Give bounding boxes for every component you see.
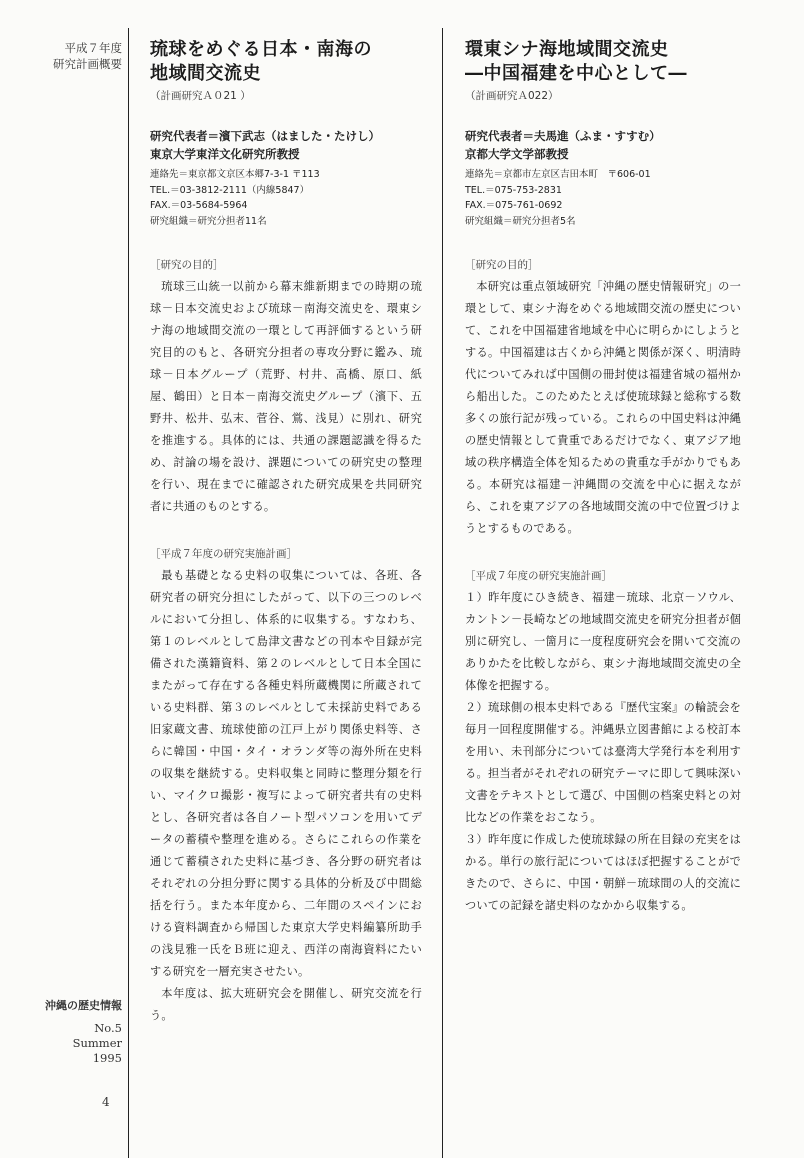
page-number: 4 xyxy=(102,1095,110,1109)
right-researcher-info xyxy=(465,127,741,229)
right-article-title xyxy=(465,38,741,86)
right-org: 研究組織＝研究分担者5名 xyxy=(465,215,576,227)
sidebar-header-label: 研究計画概要 xyxy=(53,57,122,71)
column-divider-right xyxy=(442,28,443,1158)
sidebar-header-year: 平成７年度 xyxy=(64,41,122,55)
left-address: 連絡先＝東京都文京区本郷7-3-1 〒113 xyxy=(150,169,320,180)
magazine-title: 沖縄の歴史情報 xyxy=(45,999,122,1012)
left-title-line2: 地域間交流史 xyxy=(150,63,261,84)
left-purpose-body xyxy=(150,276,422,518)
left-title-line1: 琉球をめぐる日本・南海の xyxy=(150,39,372,60)
right-contact xyxy=(465,167,741,229)
right-affiliation: 京都大学文学部教授 xyxy=(465,147,569,161)
right-project-code: （計画研究Ａ022） xyxy=(465,90,559,102)
right-article xyxy=(465,38,741,917)
left-fax: FAX.＝03-5684-5964 xyxy=(150,200,248,211)
issue-number: No.5 xyxy=(94,1021,122,1035)
right-address: 連絡先＝京都市左京区吉田本町 〒606-01 xyxy=(465,169,651,180)
left-contact xyxy=(150,167,422,229)
right-purpose-heading: ［研究の目的］ xyxy=(465,259,539,271)
left-article xyxy=(150,38,422,1027)
right-tel: TEL.＝075-753-2831 xyxy=(465,184,562,196)
left-project-code: （計画研究Ａ０21 ） xyxy=(150,90,251,102)
right-fax: FAX.＝075-761-0692 xyxy=(465,200,563,211)
left-affiliation: 東京大学東洋文化研究所教授 xyxy=(150,147,300,161)
left-plan-heading: ［平成７年度の研究実施計画］ xyxy=(150,548,297,560)
column-divider-left xyxy=(128,28,129,1158)
right-plan-item-2: ２）琉球側の根本史料である『歴代宝案』の輪読会を毎月一回程度開催する。沖縄県立図書館による校訂本を用い、未刊部分については臺湾大学発行本を利用する。担当者がそれぞれの研究テーマに即して興味深い文書をテキストとして選び、中国側の档案史料との対比などの作業をおこなう。 xyxy=(465,701,741,824)
left-researcher-info xyxy=(150,127,422,229)
issue-season: Summer xyxy=(72,1036,122,1050)
right-purpose-body xyxy=(465,276,741,540)
sidebar-header xyxy=(18,40,122,72)
left-plan-paragraph-1: 最も基礎となる史料の収集については、各班、各研究者の研究分担にしたがって、以下の三つのレベルにおいて分担し、体系的に収集する。すなわち、第１のレベルとして島津文書などの刊本や目録が完備された漢籍資料、第２のレベルとして日本全国にまたがって存在する各種史料所蔵機関に所蔵されている史料群、第３のレベルとして未採訪史料である旧家蔵文書、琉球使節の江戸上がり関係史料等、さらに韓国・中国・タイ・オランダ等の海外所在史料の収集を継続する。史料収集と同時に整理分類を行い、マイクロ撮影・複写によって研究者共有の史料とし、各研究者は各自ノート型パソコンを用いてデータの蓄積や整理を進める。さらにこれらの作業を通じて蓄積された史料に基づき、各分野の研究者はそれぞれの分担分野に関する具体的分析及び中間総括を行う。また本年度から、二年間のスペインにおける資料調査から帰国した東京大学史料編纂所助手の浅見雅一氏をＢ班に迎え、西洋の南海資料にたいする研究を一層充実させたい。 xyxy=(150,569,422,978)
right-plan-item-1: １）昨年度にひき続き、福建－琉球、北京－ソウル、カントン－長崎などの地域間交流史を研究分担者が個別に研究し、一箇月に一度程度研究会を開いて交流のありかたを比較しながら、東シナ海地域間交流史の全体像を把握する。 xyxy=(465,591,741,692)
left-plan-paragraph-2: 本年度は、拡大班研究会を開催し、研究交流を行う。 xyxy=(150,987,422,1022)
right-plan-item-3: ３）昨年度に作成した使琉球録の所在目録の充実をはかる。単行の旅行記についてはほぼ把握することができたので、さらに、中国・朝鮮－琉球間の人的交流についての記録を諸史料のなかから収集する。 xyxy=(465,833,741,912)
left-purpose-paragraph: 琉球三山統一以前から幕末維新期までの時期の琉球－日本交流史および琉球－南海交流史を、環東シナ海の地域間交流の一環として再評価するという研究目的のもと、各研究分担者の専攻分野に鑑み、琉球－日本グループ（荒野、村井、高橋、原口、紙屋、鶴田）と日本－南海交流史グループ（濱下、五野井、松井、弘末、菅谷、鴬、浅見）に別れ、研究を推進する。具体的には、共通の課題認識を得るため、討論の場を設け、課題についての研究史の整理を行い、現在までに確認された研究成果を共同研究者に共通のものとする。 xyxy=(150,280,422,513)
right-title-line2: ―中国福建を中心として― xyxy=(465,63,687,84)
left-org: 研究組織＝研究分担者11名 xyxy=(150,215,267,227)
left-tel: TEL.＝03-3812-2111（内線5847） xyxy=(150,184,310,196)
right-purpose-paragraph: 本研究は重点領域研究「沖縄の歴史情報研究」の一環として、東シナ海をめぐる地域間交流の歴史について、これを中国福建省地域を中心に明らかにしようとする。中国福建は古くから沖縄と関係が深く、明清時代についてみれば中国側の冊封使は福建省城の福州から船出した。このためたとえば使琉球録と総称する数多くの旅行記が残っている。これらの中国史料は沖縄の歴史情報として貴重であるだけでなく、東アジア地域の秩序構造全体を知るための貴重な手がかりでもある。本研究は福建－沖縄間の交流を中心に据えながら、これを東アジアの各地域間交流の中で位置づけようとするものである。 xyxy=(465,280,741,535)
left-article-title xyxy=(150,38,422,86)
left-plan-body xyxy=(150,565,422,1027)
right-plan-body xyxy=(465,587,741,917)
right-leader: 研究代表者＝夫馬進（ふま・すすむ） xyxy=(465,129,661,143)
sidebar-footer xyxy=(18,998,122,1066)
left-purpose-heading: ［研究の目的］ xyxy=(150,259,224,271)
right-title-line1: 環東シナ海地域間交流史 xyxy=(465,39,669,60)
left-leader: 研究代表者＝濱下武志（はました・たけし） xyxy=(150,129,380,143)
issue-year: 1995 xyxy=(92,1051,122,1065)
right-plan-heading: ［平成７年度の研究実施計画］ xyxy=(465,570,612,582)
